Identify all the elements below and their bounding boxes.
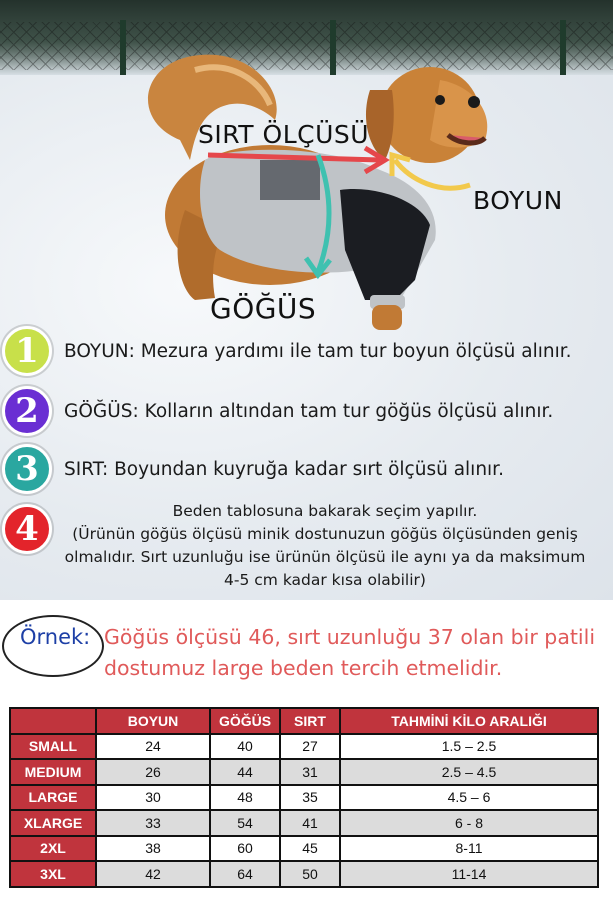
step-1 [2,326,572,376]
table-cell: 40 [210,734,280,760]
step-2 [2,386,553,436]
note-line-4: 4-5 cm kadar kısa olabilir) [224,571,426,589]
table-cell: 6 - 8 [340,810,598,836]
table-header-cell: GÖĞÜS [210,708,280,734]
table-cell: 8-11 [340,836,598,862]
step-3-badge: 3 [2,444,52,494]
table-cell: 30 [96,785,210,811]
size-name: XLARGE [10,810,96,836]
table-cell: 38 [96,836,210,862]
step-3 [2,444,504,494]
table-cell: 2.5 – 4.5 [340,759,598,785]
size-table [9,707,599,888]
example-line-2: dostumuz large beden tercih etmelidir. [104,656,503,680]
table-header-row [10,708,598,734]
step-1-badge: 1 [2,326,52,376]
size-name: LARGE [10,785,96,811]
step-1-text: BOYUN: Mezura yardımı ile tam tur boyun ölçüsü alınır. [64,340,572,362]
table-header-cell: SIRT [280,708,340,734]
table-cell: 60 [210,836,280,862]
table-cell: 1.5 – 2.5 [340,734,598,760]
table-cell: 41 [280,810,340,836]
note-line-3: olmalıdır. Sırt uzunluğu ise ürünün ölçüsü ile aynı ya da maksimum [64,548,586,566]
size-name: 3XL [10,861,96,887]
table-row [10,785,598,811]
table-cell: 42 [96,861,210,887]
table-header-cell: BOYUN [96,708,210,734]
table-cell: 48 [210,785,280,811]
table-header-cell: TAHMİNİ KİLO ARALIĞI [340,708,598,734]
chest-label: GÖĞÜS [210,292,317,325]
table-row [10,734,598,760]
selection-note [40,500,610,592]
table-header-cell [10,708,96,734]
back-length-label: SIRT ÖLÇÜSÜ [198,120,370,149]
table-cell: 35 [280,785,340,811]
table-cell: 50 [280,861,340,887]
note-line-2: (Ürünün göğüs ölçüsü minik dostunuzun göğüs ölçüsünden geniş [72,525,578,543]
table-cell: 11-14 [340,861,598,887]
table-cell: 24 [96,734,210,760]
step-4-badge: 4 [2,504,52,554]
table-cell: 26 [96,759,210,785]
size-name: SMALL [10,734,96,760]
table-cell: 44 [210,759,280,785]
step-2-text: GÖĞÜS: Kolların altından tam tur göğüs ölçüsü alınır. [64,400,554,422]
size-name: 2XL [10,836,96,862]
table-row [10,810,598,836]
table-cell: 45 [280,836,340,862]
table-cell: 31 [280,759,340,785]
table-cell: 27 [280,734,340,760]
table-row [10,861,598,887]
neck-label: BOYUN [473,186,563,215]
table-row [10,759,598,785]
example-text [104,622,609,684]
example-label: Örnek: [20,625,91,649]
table-cell: 64 [210,861,280,887]
table-cell: 54 [210,810,280,836]
table-cell: 33 [96,810,210,836]
example-line-1: Göğüs ölçüsü 46, sırt uzunluğu 37 olan bir patili [104,625,596,649]
step-2-badge: 2 [2,386,52,436]
step-3-text: SIRT: Boyundan kuyruğa kadar sırt ölçüsü alınır. [64,458,504,480]
note-line-1: Beden tablosuna bakarak seçim yapılır. [172,502,478,520]
table-row [10,836,598,862]
size-name: MEDIUM [10,759,96,785]
table-cell: 4.5 – 6 [340,785,598,811]
